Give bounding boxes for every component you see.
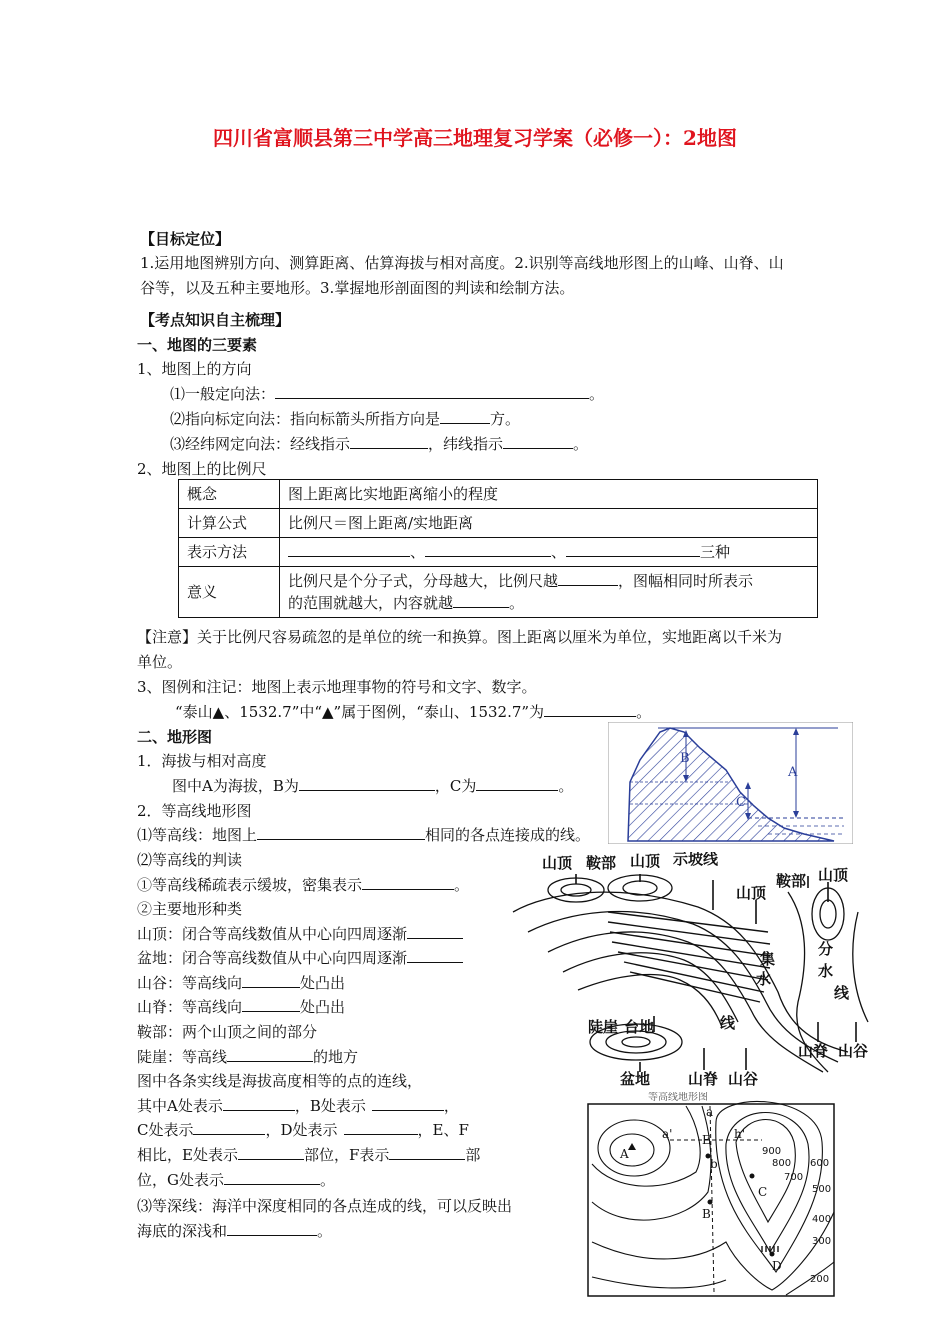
answer-blank[interactable] (238, 1144, 304, 1160)
contour-text: ⑴等高线：地图上 (137, 826, 258, 844)
map-label-h-prime: h' (734, 1127, 746, 1141)
goal-line-1: 1.运用地图辨别方向、测算距离、估算海拔与相对高度。2.识别等高线地形图上的山峰、山脊、山 (140, 254, 784, 272)
map-title: 等高线地形图 (648, 1092, 708, 1103)
landform-cliff (137, 1046, 358, 1067)
goal-line-2: 谷等，以及五种主要地形。3.掌握地形剖面图的判读和绘制方法。 (140, 279, 575, 297)
section-2-heading: 二、地形图 (137, 728, 213, 746)
answer-blank[interactable] (566, 541, 700, 557)
answer-blank[interactable] (440, 408, 490, 424)
map-label-b: B (702, 1207, 711, 1221)
question-text: ，E、F (417, 1121, 469, 1139)
map-label-d: D (772, 1259, 782, 1273)
section-1-heading: 一、地图的三要素 (137, 336, 258, 354)
landform-text: 陡崖：等高线 (137, 1048, 228, 1066)
contour-value: 400 (812, 1214, 832, 1225)
three-kinds: 三种 (700, 543, 731, 561)
contour-value: 500 (812, 1184, 832, 1195)
answer-blank[interactable] (299, 775, 435, 791)
table-row (179, 538, 818, 567)
answer-blank[interactable] (476, 775, 558, 791)
subsection-scale: 2、地图上的比例尺 (137, 460, 267, 478)
label-c: C (736, 795, 746, 810)
label-slope-line: 示坡线 (673, 852, 719, 868)
contour-value: 200 (810, 1274, 830, 1285)
label-ridge-2: 山脊 (798, 1042, 829, 1060)
label-cliff: 陡崖 (588, 1018, 619, 1036)
elevation-text: ，C为 (434, 777, 477, 795)
isobath-line: ⑶等深线：海洋中深度相同的各点连成的线，可以反映出 (137, 1197, 513, 1215)
table-cell-value (280, 567, 818, 618)
landform-text: 的地方 (313, 1048, 359, 1066)
question-text: 相比，E处表示 (137, 1146, 238, 1164)
landform-text: 处凸出 (300, 998, 346, 1016)
direction-grid (170, 433, 588, 454)
taishan-end: 。 (636, 703, 652, 721)
table-cell-key: 计算公式 (179, 509, 280, 538)
legend-line: 3、图例和注记：地图上表示地理事物的符号和文字、数字。 (137, 678, 537, 696)
label-b: B (680, 751, 690, 766)
direction-general (170, 383, 604, 404)
subsection-direction: 1、地图上的方向 (137, 360, 252, 378)
scale-table (178, 479, 818, 618)
slope-text: ①等高线稀疏表示缓坡，密集表示 (137, 876, 363, 894)
answer-blank[interactable] (227, 1220, 317, 1236)
question-line-2 (137, 1119, 469, 1140)
landform-text: 山顶：闭合等高线数值从中心向四周逐渐 (137, 925, 408, 943)
map-label-a-mark: a (706, 1105, 714, 1119)
question-text: 部 (465, 1146, 481, 1164)
answer-blank[interactable] (275, 383, 589, 399)
map-label-a: A (620, 1147, 629, 1161)
contour-text: 相同的各点连接成的线。 (425, 826, 591, 844)
question-text: 。 (319, 1171, 335, 1189)
answer-blank[interactable] (193, 1119, 265, 1135)
contour-def (137, 824, 590, 845)
direction-arrow-end: 方。 (490, 410, 521, 428)
isobath-text: 。 (317, 1222, 333, 1240)
map-label-e: E (702, 1133, 711, 1147)
label-peak-1: 山顶 (542, 854, 573, 872)
question-intro: 图中各条实线是海拔高度相等的点的连线， (137, 1072, 423, 1090)
label-ridge-1: 山脊 (688, 1070, 719, 1088)
answer-blank[interactable] (362, 874, 454, 890)
answer-blank[interactable] (558, 570, 618, 586)
separator: 、 (551, 543, 567, 561)
goal-heading: 【目标定位】 (140, 230, 231, 248)
note-line-1: 【注意】关于比例尺容易疏忽的是单位的统一和换算。图上距离以厘米为单位，实地距离以千米为 (137, 628, 783, 646)
map-label-a-prime: a' (662, 1127, 673, 1141)
answer-blank[interactable] (257, 824, 425, 840)
question-text: 位，G处表示 (137, 1171, 224, 1189)
taishan-line (175, 701, 651, 722)
label-saddle-2: 鞍部 (776, 872, 807, 890)
label-line: 线 (720, 1014, 736, 1032)
contour-value: 800 (772, 1158, 792, 1169)
table-cell-key: 意义 (179, 567, 280, 618)
table-cell-key: 概念 (179, 480, 280, 509)
table-cell-value: 图上距离比实地距离缩小的程度 (280, 480, 818, 509)
label-a: A (788, 765, 798, 780)
contour-reading: ⑵等高线的判读 (137, 851, 243, 869)
question-line-1 (137, 1095, 459, 1116)
question-text: 部位，F表示 (303, 1146, 390, 1164)
meaning-text: 比例尺是个分子式，分母越大，比例尺越 (288, 572, 559, 590)
landform-saddle: 鞍部：两个山顶之间的部分 (137, 1023, 318, 1041)
elevation-heading: 1．海拔与相对高度 (137, 752, 267, 770)
answer-blank[interactable] (407, 923, 463, 939)
table-row (179, 567, 818, 618)
label-peak-3: 山顶 (736, 884, 767, 902)
slope-line (137, 874, 469, 895)
contour-value: 600 (810, 1158, 830, 1169)
landform-text: 山谷：等高线向 (137, 974, 243, 992)
slope-end: 。 (454, 876, 470, 894)
answer-blank[interactable] (453, 592, 509, 608)
contour-map-figure (586, 1092, 838, 1298)
note-line-2: 单位。 (137, 653, 183, 671)
table-cell-value (280, 538, 818, 567)
answer-blank[interactable] (407, 947, 463, 963)
landform-basin (137, 947, 463, 968)
question-text: ，B处表示 (294, 1097, 366, 1115)
answer-blank[interactable] (223, 1095, 295, 1111)
meaning-text: 。 (509, 594, 525, 612)
answer-blank[interactable] (227, 1046, 313, 1062)
knowledge-heading: 【考点知识自主梳理】 (140, 311, 291, 329)
direction-grid-end: 。 (573, 435, 589, 453)
landform-peak (137, 923, 463, 944)
elevation-profile-figure (608, 722, 853, 844)
label-catchment-1: 集 (760, 950, 776, 968)
contour-value: 700 (784, 1172, 804, 1183)
contour-value: 300 (812, 1236, 832, 1247)
question-line-3 (137, 1144, 480, 1165)
label-basin: 盆地 (620, 1070, 651, 1088)
label-watershed-2: 水 (818, 962, 834, 980)
isobath-text: 海底的深浅和 (137, 1222, 228, 1240)
page-title: 四川省富顺县第三中学高三地理复习学案（必修一）：2地图 (213, 126, 737, 150)
label-terrace: 台地 (624, 1018, 655, 1036)
separator: 、 (410, 543, 426, 561)
landform-contour-figure (508, 852, 883, 1090)
landform-text: 处凸出 (300, 974, 346, 992)
elevation-line (172, 775, 573, 796)
answer-blank[interactable] (224, 1169, 320, 1185)
label-peak-2: 山顶 (630, 852, 661, 870)
answer-blank[interactable] (544, 701, 636, 717)
landform-text: 盆地：闭合等高线数值从中心向四周逐渐 (137, 949, 408, 967)
landform-heading: ②主要地形种类 (137, 900, 243, 918)
question-text: ， (443, 1097, 459, 1115)
direction-general-label: ⑴一般定向法： (170, 385, 276, 403)
answer-blank[interactable] (288, 541, 410, 557)
direction-general-end: 。 (589, 385, 605, 403)
contour-value: 900 (762, 1146, 782, 1157)
label-valley-2: 山谷 (838, 1042, 869, 1060)
direction-arrow (170, 408, 520, 429)
label-watershed-3: 线 (834, 984, 850, 1002)
direction-grid-mid: ，纬线指示 (428, 435, 504, 453)
answer-blank[interactable] (242, 996, 300, 1012)
table-cell-key: 表示方法 (179, 538, 280, 567)
steep-slope-lines (608, 912, 770, 1002)
question-text: 其中A处表示 (137, 1097, 223, 1115)
meaning-text: 的范围就越大，内容就越 (288, 594, 454, 612)
question-text: C处表示 (137, 1121, 194, 1139)
answer-blank[interactable] (242, 972, 300, 988)
label-peak-4: 山顶 (818, 866, 849, 884)
label-watershed-1: 分 (818, 940, 834, 958)
answer-blank[interactable] (425, 541, 551, 557)
answer-blank[interactable] (350, 433, 428, 449)
map-label-b-small: b (710, 1157, 718, 1171)
label-valley-1: 山谷 (728, 1070, 759, 1088)
answer-blank[interactable] (344, 1119, 418, 1135)
direction-arrow-label: ⑵指向标定向法：指向标箭头所指方向是 (170, 410, 441, 428)
taishan-text: “泰山▲、1532.7”中“▲”属于图例，“泰山、1532.7”为 (175, 703, 545, 721)
table-row (179, 509, 818, 538)
table-row (179, 480, 818, 509)
answer-blank[interactable] (389, 1144, 465, 1160)
isobath-line-2 (137, 1220, 332, 1241)
elevation-text: 图中A为海拔，B为 (172, 777, 299, 795)
landform-ridge (137, 996, 345, 1017)
answer-blank[interactable] (503, 433, 573, 449)
direction-grid-label: ⑶经纬网定向法：经线指示 (170, 435, 351, 453)
elevation-end: 。 (558, 777, 574, 795)
contour-heading: 2．等高线地形图 (137, 802, 252, 820)
label-saddle-1: 鞍部 (586, 854, 617, 872)
landform-valley (137, 972, 345, 993)
meaning-text: ，图幅相同时所表示 (618, 572, 754, 590)
label-catchment-2: 水 (756, 970, 772, 988)
answer-blank[interactable] (372, 1095, 444, 1111)
table-cell-value: 比例尺＝图上距离/实地距离 (280, 509, 818, 538)
question-line-4 (137, 1169, 335, 1190)
landform-text: 山脊：等高线向 (137, 998, 243, 1016)
map-label-c: C (758, 1185, 768, 1199)
question-text: ，D处表示 (265, 1121, 338, 1139)
